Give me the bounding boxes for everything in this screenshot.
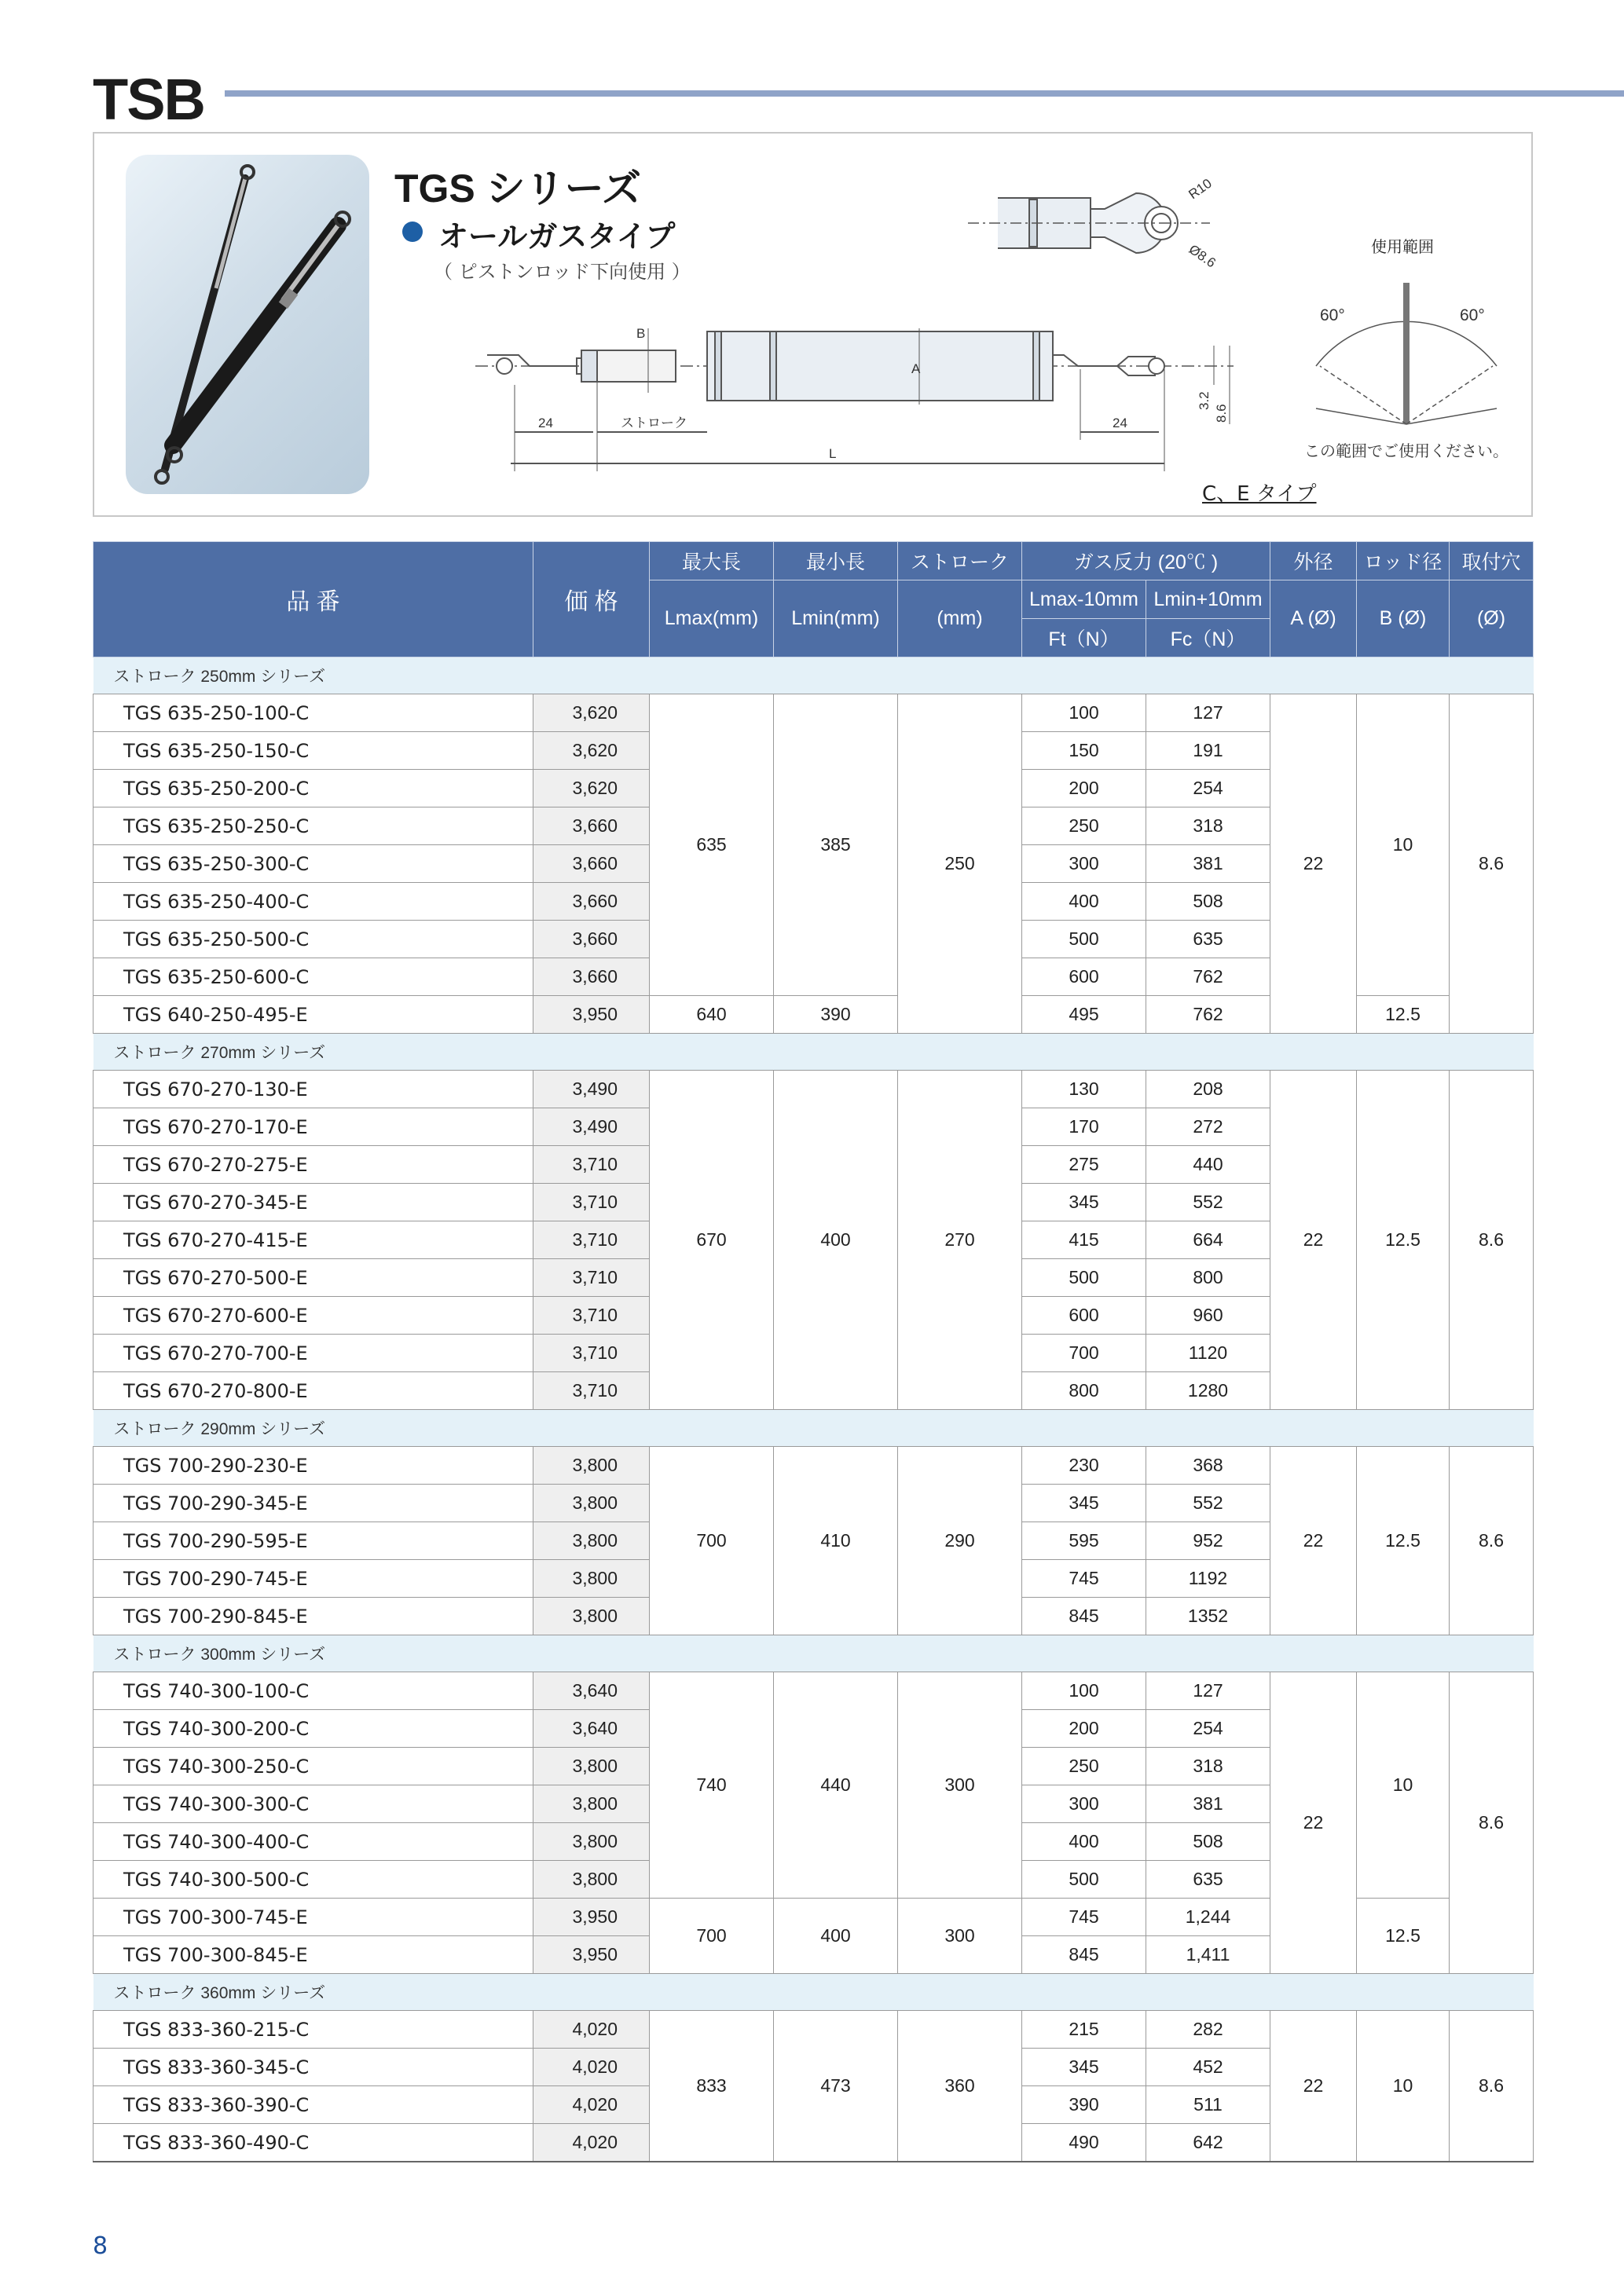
part-number: TGS 740-300-100-C <box>93 1672 533 1710</box>
header-gas: ガス反力 (20℃ ) <box>1022 542 1270 580</box>
part-number: TGS 635-250-600-C <box>93 958 533 996</box>
part-number: TGS 833-360-345-C <box>93 2049 533 2086</box>
ft: 170 <box>1022 1108 1146 1146</box>
ft: 845 <box>1022 1598 1146 1635</box>
price: 3,620 <box>533 694 650 732</box>
dim-stroke: ストローク <box>621 416 687 430</box>
ft: 745 <box>1022 1560 1146 1598</box>
stroke: 300 <box>898 1899 1022 1974</box>
price: 3,710 <box>533 1297 650 1335</box>
price: 4,020 <box>533 2124 650 2162</box>
price: 3,660 <box>533 807 650 845</box>
fc: 508 <box>1146 1823 1270 1861</box>
lmin: 400 <box>774 1071 898 1410</box>
price: 3,710 <box>533 1335 650 1372</box>
ft: 390 <box>1022 2086 1146 2124</box>
header-stroke-sub: (mm) <box>898 580 1022 657</box>
price: 3,800 <box>533 1785 650 1823</box>
ft: 415 <box>1022 1221 1146 1259</box>
table-row <box>93 1447 1534 1485</box>
header-ft-sub: Ft（N） <box>1022 619 1146 657</box>
rod-diameter: 10 <box>1357 1672 1450 1899</box>
series-subtitle: オールガスタイプ <box>438 219 676 254</box>
header-part: 品 番 <box>93 542 533 657</box>
series-band: ストローク 250mm シリーズ <box>93 657 1534 694</box>
lmax: 740 <box>650 1672 774 1899</box>
ft: 275 <box>1022 1146 1146 1184</box>
series-title: TGS シリーズ <box>394 167 642 211</box>
ft: 100 <box>1022 694 1146 732</box>
ft: 500 <box>1022 1259 1146 1297</box>
price: 3,620 <box>533 770 650 807</box>
price: 3,800 <box>533 1560 650 1598</box>
fc: 381 <box>1146 1785 1270 1823</box>
fc: 762 <box>1146 958 1270 996</box>
ft: 200 <box>1022 1710 1146 1748</box>
fc: 552 <box>1146 1485 1270 1522</box>
part-number: TGS 833-360-390-C <box>93 2086 533 2124</box>
lmin: 473 <box>774 2011 898 2162</box>
product-box <box>93 132 1533 517</box>
rod-diameter: 10 <box>1357 2011 1450 2162</box>
part-number: TGS 640-250-495-E <box>93 996 533 1034</box>
stroke: 250 <box>898 694 1022 1034</box>
mount-hole: 8.6 <box>1450 2011 1534 2162</box>
fc: 1120 <box>1146 1335 1270 1372</box>
part-number: TGS 833-360-215-C <box>93 2011 533 2049</box>
price: 3,640 <box>533 1672 650 1710</box>
tsb-logo: TSB <box>93 67 204 132</box>
dia-label: Ø8.6 <box>1186 241 1219 271</box>
stroke: 270 <box>898 1071 1022 1410</box>
fc: 642 <box>1146 2124 1270 2162</box>
fc: 960 <box>1146 1297 1270 1335</box>
price: 3,710 <box>533 1221 650 1259</box>
rod-diameter: 12.5 <box>1357 996 1450 1034</box>
fc: 452 <box>1146 2049 1270 2086</box>
part-number: TGS 670-270-275-E <box>93 1146 533 1184</box>
part-number: TGS 670-270-700-E <box>93 1335 533 1372</box>
fc: 508 <box>1146 883 1270 921</box>
use-note: この範囲でご使用ください。 <box>1304 441 1509 460</box>
part-number: TGS 700-300-845-E <box>93 1936 533 1974</box>
ft: 490 <box>1022 2124 1146 2162</box>
lmax: 833 <box>650 2011 774 2162</box>
header-hole: 取付穴 <box>1450 542 1534 580</box>
price: 3,490 <box>533 1108 650 1146</box>
type-label: C、E タイプ <box>1202 482 1317 506</box>
lmax: 700 <box>650 1899 774 1974</box>
price: 3,710 <box>533 1372 650 1410</box>
header-rod: ロッド径 <box>1357 542 1450 580</box>
table-row <box>93 1672 1534 1710</box>
fc: 800 <box>1146 1259 1270 1297</box>
part-number: TGS 700-290-595-E <box>93 1522 533 1560</box>
header-fc-top: Lmin+10mm <box>1146 580 1270 619</box>
part-number: TGS 635-250-100-C <box>93 694 533 732</box>
part-number: TGS 670-270-415-E <box>93 1221 533 1259</box>
price: 3,950 <box>533 1936 650 1974</box>
price: 4,020 <box>533 2049 650 2086</box>
fc: 552 <box>1146 1184 1270 1221</box>
rod-diameter: 12.5 <box>1357 1899 1450 1974</box>
ft: 300 <box>1022 845 1146 883</box>
part-number: TGS 740-300-300-C <box>93 1785 533 1823</box>
dim-3-2: 3.2 <box>1197 391 1212 410</box>
fc: 1,244 <box>1146 1899 1270 1936</box>
part-number: TGS 700-290-230-E <box>93 1447 533 1485</box>
price: 3,660 <box>533 958 650 996</box>
fc: 511 <box>1146 2086 1270 2124</box>
price: 3,490 <box>533 1071 650 1108</box>
ft: 745 <box>1022 1899 1146 1936</box>
price: 3,800 <box>533 1522 650 1560</box>
header-fc-sub: Fc（N） <box>1146 619 1270 657</box>
stroke: 290 <box>898 1447 1022 1635</box>
header-rule <box>225 90 1624 97</box>
fc: 635 <box>1146 921 1270 958</box>
header-rod-sub: B (Ø) <box>1357 580 1450 657</box>
table-row <box>93 694 1534 732</box>
header-stroke: ストローク <box>898 542 1022 580</box>
ft: 500 <box>1022 921 1146 958</box>
fc: 1,411 <box>1146 1936 1270 1974</box>
outer-diameter: 22 <box>1270 1672 1357 1974</box>
part-number: TGS 740-300-400-C <box>93 1823 533 1861</box>
part-number: TGS 740-300-250-C <box>93 1748 533 1785</box>
series-band: ストローク 270mm シリーズ <box>93 1034 1534 1071</box>
dim-b: B <box>636 326 646 341</box>
ft: 150 <box>1022 732 1146 770</box>
usage-note: （ ピストンロッド下向使用 ） <box>434 261 691 283</box>
dim-a: A <box>911 361 921 376</box>
header-od-sub: A (Ø) <box>1270 580 1357 657</box>
ft: 250 <box>1022 807 1146 845</box>
fc: 762 <box>1146 996 1270 1034</box>
ft: 700 <box>1022 1335 1146 1372</box>
price: 3,800 <box>533 1861 650 1899</box>
ft: 400 <box>1022 883 1146 921</box>
fc: 952 <box>1146 1522 1270 1560</box>
fc: 191 <box>1146 732 1270 770</box>
price: 4,020 <box>533 2011 650 2049</box>
stroke: 300 <box>898 1672 1022 1899</box>
part-number: TGS 635-250-150-C <box>93 732 533 770</box>
page-number: 8 <box>93 2232 108 2260</box>
fc: 282 <box>1146 2011 1270 2049</box>
angle-left: 60° <box>1320 306 1345 324</box>
ft: 345 <box>1022 1184 1146 1221</box>
fc: 381 <box>1146 845 1270 883</box>
lmin: 390 <box>774 996 898 1034</box>
part-number: TGS 740-300-500-C <box>93 1861 533 1899</box>
ft: 845 <box>1022 1936 1146 1974</box>
lmax: 640 <box>650 996 774 1034</box>
series-band: ストローク 290mm シリーズ <box>93 1410 1534 1447</box>
price: 3,710 <box>533 1259 650 1297</box>
series-band: ストローク 360mm シリーズ <box>93 1974 1534 2011</box>
fc: 318 <box>1146 1748 1270 1785</box>
price: 3,800 <box>533 1485 650 1522</box>
header-lmax-sub: Lmax(mm) <box>650 580 774 657</box>
rod-diameter: 12.5 <box>1357 1447 1450 1635</box>
price: 3,710 <box>533 1146 650 1184</box>
r10-label: R10 <box>1186 175 1215 203</box>
part-number: TGS 700-290-345-E <box>93 1485 533 1522</box>
ft: 400 <box>1022 1823 1146 1861</box>
lmin: 410 <box>774 1447 898 1635</box>
outer-diameter: 22 <box>1270 1071 1357 1410</box>
table-row <box>93 1071 1534 1108</box>
header-ft-top: Lmax-10mm <box>1022 580 1146 619</box>
lmax: 670 <box>650 1071 774 1410</box>
range-label: 使用範囲 <box>1371 237 1434 256</box>
header-price: 価 格 <box>533 542 650 657</box>
ft: 250 <box>1022 1748 1146 1785</box>
ft: 600 <box>1022 1297 1146 1335</box>
fc: 1192 <box>1146 1560 1270 1598</box>
fc: 127 <box>1146 1672 1270 1710</box>
part-number: TGS 670-270-345-E <box>93 1184 533 1221</box>
header-od: 外径 <box>1270 542 1357 580</box>
part-number: TGS 740-300-200-C <box>93 1710 533 1748</box>
table-row <box>93 2011 1534 2049</box>
ft: 800 <box>1022 1372 1146 1410</box>
price: 3,800 <box>533 1598 650 1635</box>
ft: 300 <box>1022 1785 1146 1823</box>
outer-diameter: 22 <box>1270 694 1357 1034</box>
part-number: TGS 635-250-500-C <box>93 921 533 958</box>
lmin: 440 <box>774 1672 898 1899</box>
fc: 127 <box>1146 694 1270 732</box>
series-band: ストローク 300mm シリーズ <box>93 1635 1534 1672</box>
price: 3,950 <box>533 1899 650 1936</box>
ft: 200 <box>1022 770 1146 807</box>
outer-diameter: 22 <box>1270 2011 1357 2162</box>
dim-l: L <box>829 446 837 461</box>
header-lmin-sub: Lmin(mm) <box>774 580 898 657</box>
ft: 495 <box>1022 996 1146 1034</box>
header-lmax: 最大長 <box>650 542 774 580</box>
mount-hole: 8.6 <box>1450 1672 1534 1974</box>
ft: 130 <box>1022 1071 1146 1108</box>
price: 3,800 <box>533 1823 650 1861</box>
outer-diameter: 22 <box>1270 1447 1357 1635</box>
part-number: TGS 670-270-800-E <box>93 1372 533 1410</box>
part-number: TGS 670-270-500-E <box>93 1259 533 1297</box>
mount-hole: 8.6 <box>1450 1447 1534 1635</box>
price: 3,800 <box>533 1447 650 1485</box>
part-number: TGS 670-270-130-E <box>93 1071 533 1108</box>
ft: 595 <box>1022 1522 1146 1560</box>
price: 3,660 <box>533 883 650 921</box>
ft: 600 <box>1022 958 1146 996</box>
price: 4,020 <box>533 2086 650 2124</box>
price: 3,620 <box>533 732 650 770</box>
part-number: TGS 670-270-600-E <box>93 1297 533 1335</box>
header-lmin: 最小長 <box>774 542 898 580</box>
rod-diameter: 10 <box>1357 694 1450 996</box>
part-number: TGS 700-290-845-E <box>93 1598 533 1635</box>
stroke: 360 <box>898 2011 1022 2162</box>
ft: 345 <box>1022 1485 1146 1522</box>
dim-8-6: 8.6 <box>1214 404 1229 423</box>
ft: 345 <box>1022 2049 1146 2086</box>
fc: 254 <box>1146 1710 1270 1748</box>
lmax: 700 <box>650 1447 774 1635</box>
lmin: 385 <box>774 694 898 996</box>
mount-hole: 8.6 <box>1450 694 1534 1034</box>
ft: 230 <box>1022 1447 1146 1485</box>
price: 3,800 <box>533 1748 650 1785</box>
dim-24-right: 24 <box>1113 416 1127 430</box>
fc: 254 <box>1146 770 1270 807</box>
spec-table <box>93 541 1534 2162</box>
fc: 318 <box>1146 807 1270 845</box>
ft: 100 <box>1022 1672 1146 1710</box>
fc: 208 <box>1146 1071 1270 1108</box>
price: 3,950 <box>533 996 650 1034</box>
part-number: TGS 670-270-170-E <box>93 1108 533 1146</box>
ft: 215 <box>1022 2011 1146 2049</box>
price: 3,640 <box>533 1710 650 1748</box>
part-number: TGS 635-250-250-C <box>93 807 533 845</box>
price: 3,660 <box>533 845 650 883</box>
lmin: 400 <box>774 1899 898 1974</box>
part-number: TGS 700-300-745-E <box>93 1899 533 1936</box>
lmax: 635 <box>650 694 774 996</box>
header-hole-sub: (Ø) <box>1450 580 1534 657</box>
part-number: TGS 833-360-490-C <box>93 2124 533 2162</box>
fc: 368 <box>1146 1447 1270 1485</box>
angle-right: 60° <box>1460 306 1485 324</box>
part-number: TGS 635-250-200-C <box>93 770 533 807</box>
ft: 500 <box>1022 1861 1146 1899</box>
mount-hole: 8.6 <box>1450 1071 1534 1410</box>
fc: 440 <box>1146 1146 1270 1184</box>
part-number: TGS 700-290-745-E <box>93 1560 533 1598</box>
part-number: TGS 635-250-300-C <box>93 845 533 883</box>
fc: 1352 <box>1146 1598 1270 1635</box>
price: 3,710 <box>533 1184 650 1221</box>
price: 3,660 <box>533 921 650 958</box>
fc: 272 <box>1146 1108 1270 1146</box>
part-number: TGS 635-250-400-C <box>93 883 533 921</box>
fc: 664 <box>1146 1221 1270 1259</box>
fc: 1280 <box>1146 1372 1270 1410</box>
dim-24-left: 24 <box>538 416 553 430</box>
rod-diameter: 12.5 <box>1357 1071 1450 1410</box>
fc: 635 <box>1146 1861 1270 1899</box>
